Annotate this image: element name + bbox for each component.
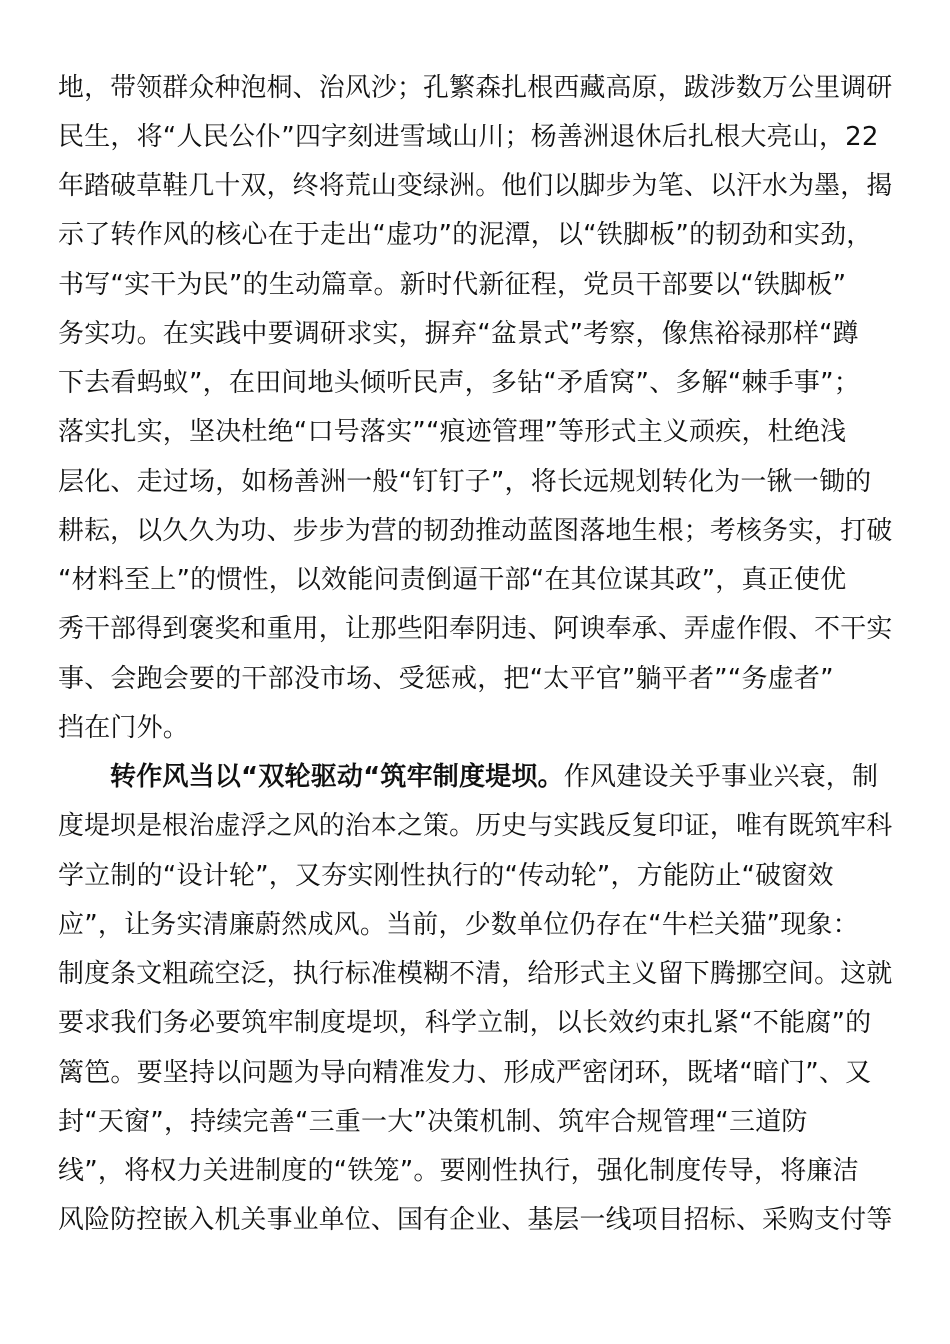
- paragraph-2-line: 学立制的“设计轮”，又夯实刚性执行的“传动轮”，方能防止“破窗效: [58, 861, 834, 891]
- paragraph-2-line: 要求我们务必要筑牢制度堤坝，科学立制，以长效约束扎紧“不能腐”的: [58, 1008, 872, 1038]
- paragraph-2-line: 应”，让务实清廉蔚然成风。当前，少数单位仍存在“牛栏关猫”现象：: [58, 910, 859, 940]
- paragraph-1-line: 事、会跑会要的干部没市场、受惩戒，把“太平官”躺平者”“务虚者”: [58, 664, 834, 694]
- paragraph-1-line: 层化、走过场，如杨善洲一般“钉钉子”，将长远规划转化为一锹一锄的: [58, 467, 872, 497]
- paragraph-1-line: 示了转作风的核心在于走出“虚功”的泥潭，以“铁脚板”的韧劲和实劲，: [58, 220, 873, 250]
- paragraph-1-line: 民生，将“人民公仆”四字刻进雪域山川；杨善洲退休后扎根大亮山，22: [58, 122, 879, 152]
- paragraph-2-line: 风险防控嵌入机关事业单位、国有企业、基层一线项目招标、采购支付等: [58, 1205, 893, 1235]
- paragraph-2-line: 线”，将权力关进制度的“铁笼”。要刚性执行，强化制度传导，将廉洁: [58, 1156, 859, 1186]
- paragraph-2-first-line-rest: 作风建设关乎事业兴衰，制: [563, 762, 879, 792]
- paragraph-1-line: 年踏破草鞋几十双，终将荒山变绿洲。他们以脚步为笔、以汗水为墨，揭: [58, 171, 893, 201]
- paragraph-1-line: 秀干部得到褒奖和重用，让那些阳奉阴违、阿谀奉承、弄虚作假、不干实: [58, 614, 893, 644]
- paragraph-1-line: 耕耘，以久久为功、步步为营的韧劲推动蓝图落地生根；考核务实，打破: [58, 516, 893, 546]
- body-text: [58, 0, 892, 1344]
- paragraph-1-line: 落实扎实，坚决杜绝“口号落实”“痕迹管理”等形式主义顽疾，杜绝浅: [58, 417, 847, 447]
- paragraph-2-first-line: [110, 761, 878, 793]
- paragraph-2-line: 度堤坝是根治虚浮之风的治本之策。历史与实践反复印证，唯有既筑牢科: [58, 811, 893, 841]
- paragraph-1-line: 下去看蚂蚁”，在田间地头倾听民声，多钻“矛盾窝”、多解“棘手事”；: [58, 368, 860, 398]
- paragraph-1-line: 书写“实干为民”的生动篇章。新时代新征程，党员干部要以“铁脚板”: [58, 270, 847, 300]
- section-heading: 转作风当以“双轮驱动“筑牢制度堤坝。: [110, 762, 564, 792]
- paragraph-1-line: 地，带领群众种泡桐、治风沙；孔繁森扎根西藏高原，跋涉数万公里调研: [58, 73, 893, 103]
- paragraph-1-line: 务实功。在实践中要调研求实，摒弃“盆景式”考察，像焦裕禄那样“蹲: [58, 319, 859, 349]
- paragraph-2-line: 篱笆。要坚持以问题为导向精准发力、形成严密闭环，既堵“暗门”、又: [58, 1058, 872, 1088]
- paragraph-2-line: 制度条文粗疏空泛，执行标准模糊不清，给形式主义留下腾挪空间。这就: [58, 959, 893, 989]
- paragraph-2-line: 封“天窗”，持续完善“三重一大”决策机制、筑牢合规管理“三道防: [58, 1107, 808, 1137]
- paragraph-1-line: 挡在门外。: [58, 713, 190, 743]
- paragraph-1-line: “材料至上”的惯性，以效能问责倒逼干部“在其位谋其政”，真正使优: [58, 565, 847, 595]
